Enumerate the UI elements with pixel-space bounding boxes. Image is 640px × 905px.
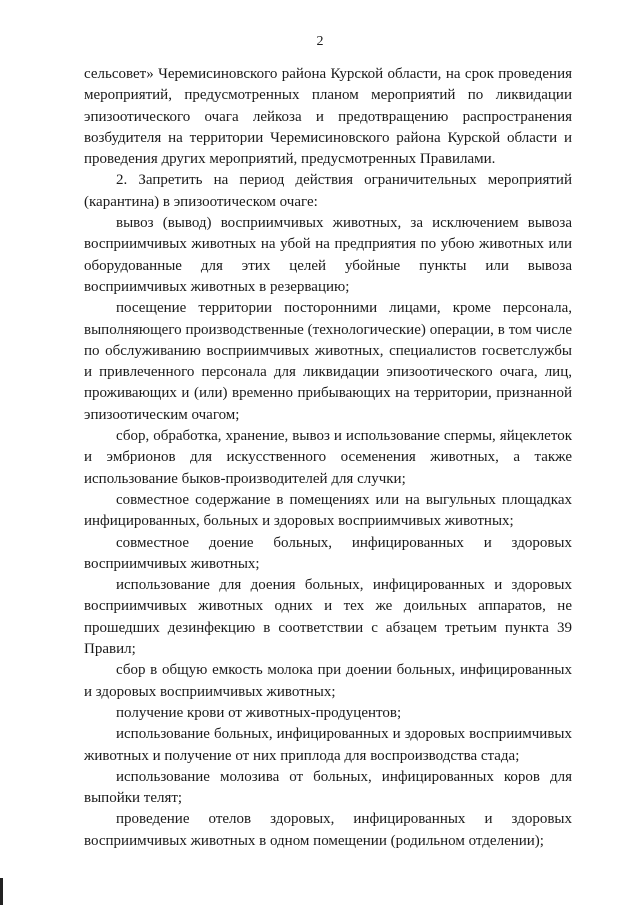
paragraph-item-2: 2. Запретить на период действия ограничительных мероприятий (карантина) в эпизоотическом очаге: bbox=[84, 172, 572, 210]
paragraph-semen-ban: сбор, обработка, хранение, вывоз и использование спермы, яйцеклеток и эмбрионов для искусственного осеменения животных, а также использование быков-производителей для случки; bbox=[84, 428, 572, 487]
paragraph-breeding: использование больных, инфицированных и здоровых восприимчивых животных и получение от них приплода для воспроизводства стада; bbox=[84, 726, 572, 764]
paragraph-joint-milking: совместное доение больных, инфицированных и здоровых восприимчивых животных; bbox=[84, 534, 572, 572]
document-body bbox=[84, 64, 572, 852]
paragraph-visit-ban: посещение территории посторонними лицами, кроме персонала, выполняющего производственные (технологические) операции, в том числе по обслуживанию восприимчивых животных, специалистов госветслужбы и привлеченного персонала для ликвидации эпизоотического очага, лиц, проживающих и (или) временно прибывающих на территории, признанной эпизоотическим очагом; bbox=[84, 300, 572, 423]
paragraph-joint-keeping: совместное содержание в помещениях или на выгульных площадках инфицированных, больных и здоровых восприимчивых животных; bbox=[84, 491, 572, 530]
paragraph-export-ban: вывоз (вывод) восприимчивых животных, за исключением вывоза восприимчивых животных на убой на предприятия по убою животных или оборудованные для этих целей убойные пункты или вывоза восприимчивых животных в резервацию; bbox=[84, 215, 572, 295]
page-number: 2 bbox=[316, 34, 324, 49]
scan-edge-mark bbox=[0, 878, 3, 905]
paragraph-colostrum: использование молозива от больных, инфицированных коров для выпойки телят; bbox=[84, 768, 572, 807]
paragraph-continuation: сельсовет» Черемисиновского района Курской области, на срок проведения мероприятий, предусмотренных планом мероприятий по ликвидации эпизоотического очага лейкоза и предотвращению распространения возбудителя на территории Черемисиновского района Курской области и проведения других мероприятий, предусмотренных Правилами. bbox=[84, 66, 572, 168]
paragraph-calving: проведение отелов здоровых, инфицированных и здоровых восприимчивых животных в одном помещении (родильном отделении); bbox=[84, 811, 572, 849]
paragraph-milk-collection: сбор в общую емкость молока при доении больных, инфицированных и здоровых восприимчивых животных; bbox=[84, 662, 572, 700]
paragraph-milking-devices: использование для доения больных, инфицированных и здоровых восприимчивых животных одних и тех же доильных аппаратов, не прошедших дезинфекцию в соответствии с абзацем третьим пункта 39 Правил; bbox=[84, 577, 572, 658]
paragraph-blood-collection: получение крови от животных-продуцентов; bbox=[116, 704, 402, 721]
